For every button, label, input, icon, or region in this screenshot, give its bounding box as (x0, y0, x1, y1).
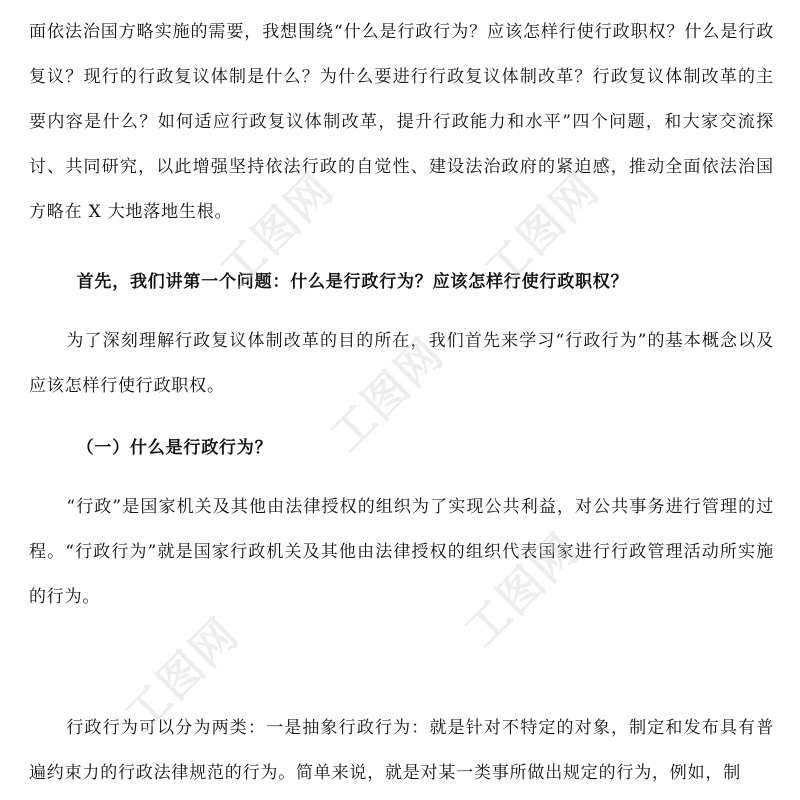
watermark: 工图网 (455, 523, 590, 658)
watermark: 工图网 (320, 328, 455, 463)
body-paragraph: “行政”是国家机关及其他由法律授权的组织为了实现公共利益，对公共事务进行管理的过程。“行政行为”就是国家行政机关及其他由法律授权的组织代表国家进行行政管理活动所实施的行为。 (29, 497, 774, 607)
watermark: 工图网 (475, 163, 610, 298)
body-paragraph: 为了深刻理解行政复议体制改革的目的所在，我们首先来学习“行政行为”的基本概念以及应该怎样行使行政职权。 (29, 331, 774, 396)
subsection-heading: （一）什么是行政行为？ (76, 438, 273, 458)
body-paragraph: 行政行为可以分为两类：一是抽象行政行为：就是针对不特定的对象，制定和发布具有普遍约束力的行政法律规范的行为。简单来说，就是对某一类事所做出规定的行为，例如，制 (29, 718, 774, 783)
watermark: 工图网 (115, 608, 250, 743)
watermark: 工图网 (210, 163, 345, 298)
body-paragraph: 面依法治国方略实施的需要，我想围绕“什么是行政行为？应该怎样行使行政职权？什么是行政复议？现行的行政复议体制是什么？为什么要进行行政复议体制改革？行政复议体制改革的主要内容是什么？如何适应行政复议体制改革，提升行政能力和水平”四个问题，和大家交流探讨、共同研究，以此增强坚持依法行政的自觉性、建设法治政府的紧迫感，推动全面依法治国方略在 X 大地落地生根。 (29, 22, 774, 222)
section-heading: 首先，我们讲第一个问题：什么是行政行为？应该怎样行使行政职权？ (76, 272, 629, 292)
